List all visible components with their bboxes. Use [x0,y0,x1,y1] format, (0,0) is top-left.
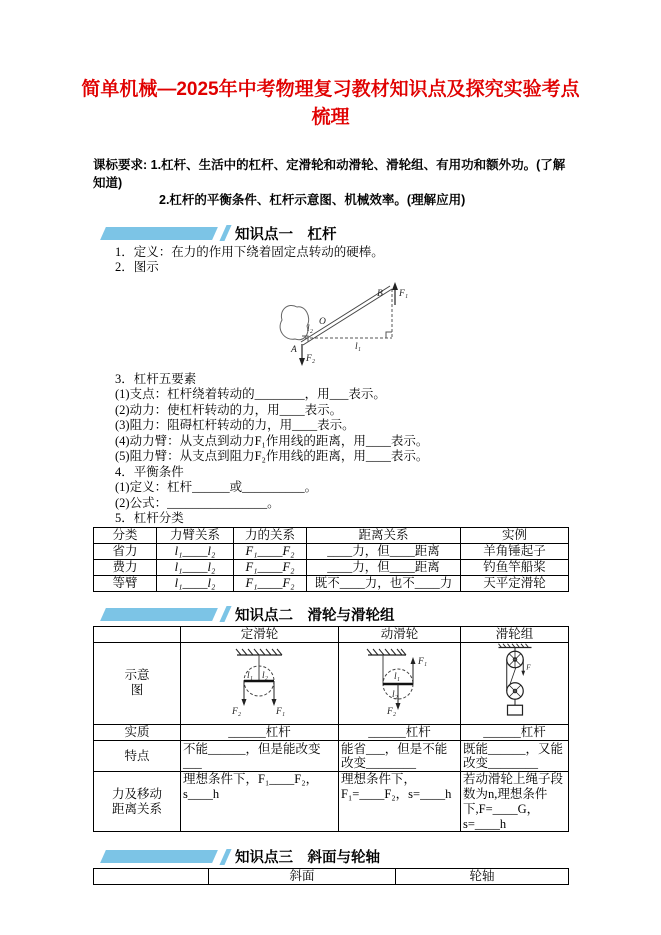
cell-force-relation: F₁____F₂ [234,559,307,575]
header-cell: 距离关系 [307,527,461,543]
cell-class: 省力 [94,543,157,559]
incline-wheel-axle-table [93,868,569,885]
table-header-row [94,869,569,885]
course-requirements [93,157,568,210]
arrow-down-icon [242,699,247,706]
movable-pulley-diagram [339,642,461,725]
load-box [507,705,522,715]
page-title: 简单机械—2025年中考物理复习教材知识点及探究实验考点梳理 [81,79,580,128]
kp1-element-5: (5)阻力臂：从支点到阻力F₂作用线的距离，用____表示。 [115,449,429,464]
rock-shape [280,305,309,339]
header-cell: 动滑轮 [339,626,461,642]
cell-feature: 不能______，但是能改变___ [181,741,339,772]
label-O: O [319,316,326,327]
requirements-label: 课标要求: [93,158,148,173]
blue-slash-icon [219,606,231,622]
label-F1: F₁ [418,656,428,667]
cell-example: 钓鱼竿船桨 [461,559,569,575]
table-row [94,575,569,591]
pulley-group-diagram [461,642,569,725]
kp1-illustration-label: 2．图示 [115,260,159,275]
lever-classification-table [93,527,569,592]
table-row [94,559,569,575]
label-l1: l₁ [247,670,253,681]
kp1-balance-title: 4．平衡条件 [115,464,184,479]
kp2-title: 知识点二 滑轮与滑轮组 [235,607,395,624]
cell-force-relation: F₁____F₂ [234,543,307,559]
kp1-element-3: (3)阻力：阻碍杠杆转动的力，用____表示。 [115,418,355,433]
label-F: F [525,662,531,671]
label-l2: l₂ [262,670,268,681]
arrow-down-icon [272,699,277,706]
header-cell: 轮轴 [396,869,569,885]
blue-slash-icon [219,225,231,241]
arrow-down-icon [521,670,525,675]
cell-distance-relation: 既不____力，也不____力 [307,575,461,591]
label-F2: F₂ [387,706,397,716]
header-cell: 力臂关系 [157,527,234,543]
cell-relation: 理想条件下，F₁=____F₂，s=____h [339,772,461,832]
label-B: B [377,288,383,299]
lever-diagram [271,278,409,368]
header-cell: 定滑轮 [181,626,339,642]
cell-distance-relation: ____力，但____距离 [307,543,461,559]
label-A: A [291,344,297,355]
arrow-down-icon [299,358,305,366]
row-label: 特点 [94,741,181,772]
cell-class: 等臂 [94,575,157,591]
section-header-kp2 [93,606,568,623]
table-header-row [94,626,569,642]
row-label: 力及移动距离关系 [94,772,181,832]
arrow-up-icon [411,657,416,664]
cell-essence: ______杠杆 [461,725,569,741]
cell-distance-relation: ____力，但____距离 [307,559,461,575]
document-body [0,157,661,885]
cell-arm-relation: l₁____l₂ [157,575,234,591]
header-cell [94,626,181,642]
cell-arm-relation: l₁____l₂ [157,543,234,559]
kp1-balance-2: (2)公式：________________。 [115,495,280,510]
section-header-kp1 [93,225,568,242]
kp1-balance-1: (1)定义：杠杆______或__________。 [115,480,318,495]
cell-relation: 理想条件下，F₁____F₂，s____h [181,772,339,832]
cell-class: 费力 [94,559,157,575]
section-header-kp3 [93,848,568,865]
label-F2: F₂ [306,353,316,364]
kp1-five-elements-title: 3．杠杆五要素 [115,371,197,386]
requirements-line2: 2.杠杆的平衡条件、杠杆示意图、机械效率。(理解应用) [159,193,466,208]
label-F1: F₁ [399,288,409,299]
table-row [94,543,569,559]
cell-feature: 既能______，又能改变________ [461,741,569,772]
cell-arm-relation: l₁____l₂ [157,559,234,575]
pulley-comparison-table [93,626,569,833]
label-F1: F₁ [276,706,286,716]
arrow-up-icon [392,282,398,290]
arrow-down-icon [396,703,401,710]
blue-parallelogram-icon [100,850,218,863]
fixed-pulley-diagram [181,642,339,725]
table-row-feature [94,741,569,772]
header-cell: 分类 [94,527,157,543]
header-cell [94,869,209,885]
kp1-element-2: (2)动力：使杠杆转动的力，用____表示。 [115,402,343,417]
cell-example: 天平定滑轮 [461,575,569,591]
row-label: 示意图 [94,642,181,725]
table-row-relation [94,772,569,832]
kp1-element-1: (1)支点：杠杆绕着转动的________，用___表示。 [115,387,386,402]
requirements-line1: 1.杠杆、生活中的杠杆、定滑轮和动滑轮、滑轮组、有用功和额外功。(了解知道) [93,158,566,190]
cell-example: 羊角锤起子 [461,543,569,559]
label-l1: l₁ [394,671,400,682]
kp1-title: 知识点一 杠杆 [235,226,337,243]
blue-parallelogram-icon [100,608,218,621]
label-F2: F₂ [232,706,242,716]
header-cell: 斜面 [209,869,396,885]
header-cell: 滑轮组 [461,626,569,642]
row-label: 实质 [94,725,181,741]
blue-slash-icon [219,849,231,865]
kp3-title: 知识点三 斜面与轮轴 [235,850,380,867]
kp1-definition: 1．定义：在力的作用下绕着固定点转动的硬棒。 [115,244,384,259]
blue-parallelogram-icon [100,227,218,240]
label-l2: l₂ [307,323,313,334]
label-l2: l₂ [392,689,398,700]
kp1-classify-title: 5．杠杆分类 [115,511,184,526]
table-row-schematic [94,642,569,725]
kp1-element-4: (4)动力臂：从支点到动力F₁作用线的距离，用____表示。 [115,433,429,448]
cell-relation: 若动滑轮上绳子段数为n,理想条件下,F=____G，s=____h [461,772,569,832]
table-row-essence [94,725,569,741]
label-l1: l₁ [355,341,361,352]
cell-essence: ______杠杆 [339,725,461,741]
cell-force-relation: F₁____F₂ [234,575,307,591]
cell-essence: ______杠杆 [181,725,339,741]
table-header-row [94,527,569,543]
header-cell: 实例 [461,527,569,543]
cell-feature: 能省___，但是不能改变________ [339,741,461,772]
header-cell: 力的关系 [234,527,307,543]
